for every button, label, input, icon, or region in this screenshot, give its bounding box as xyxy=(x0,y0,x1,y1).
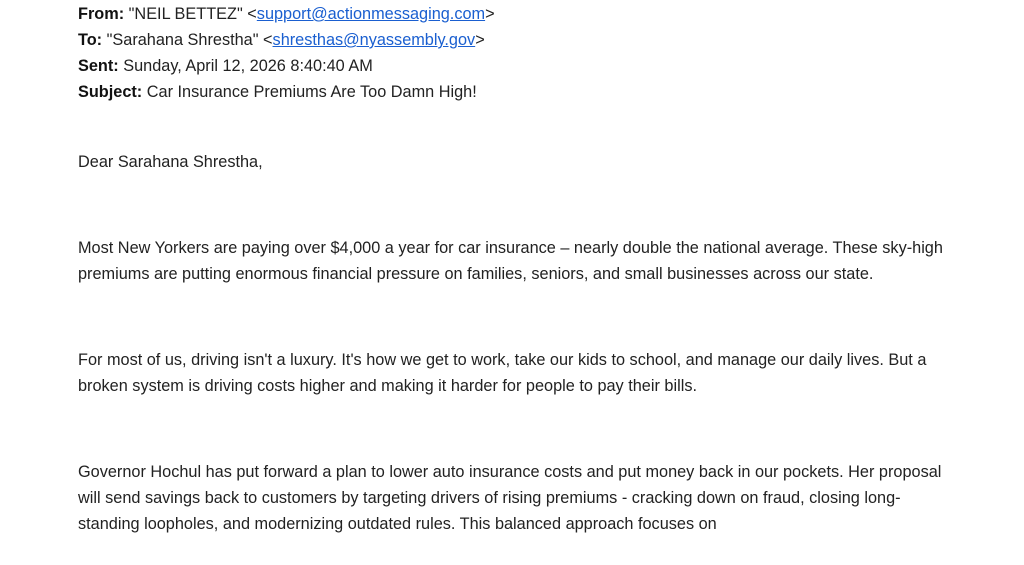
to-name: "Sarahana Shrestha" xyxy=(106,31,259,49)
from-name: "NEIL BETTEZ" xyxy=(128,5,243,23)
greeting: Dear Sarahana Shrestha, xyxy=(78,153,263,171)
from-line: From: "NEIL BETTEZ" <support@actionmessaging.com> xyxy=(78,5,495,23)
subject-label: Subject: xyxy=(78,83,143,101)
to-email-link[interactable]: shresthas@nyassembly.gov xyxy=(272,31,476,49)
to-label: To: xyxy=(78,31,103,49)
body-paragraph-2: For most of us, driving isn't a luxury. It's how we get to work, take our kids to school, and manage our daily lives. But a broken system is driving costs higher and making it harder for people to pay their bills. xyxy=(78,351,927,395)
from-email-link[interactable]: support@actionmessaging.com xyxy=(256,5,486,23)
to-line: To: "Sarahana Shrestha" <shresthas@nyassembly.gov> xyxy=(78,31,485,49)
email-body xyxy=(78,149,958,537)
body-paragraph-3: Governor Hochul has put forward a plan to lower auto insurance costs and put money back in our pockets. Her proposal will send savings back to customers by targeting drivers of rising premiums - cracking down on fraud, closing long-standing loopholes, and modernizing outdated rules. This balanced approach focuses on xyxy=(78,463,942,533)
subject-line xyxy=(78,79,958,105)
body-paragraph-1: Most New Yorkers are paying over $4,000 a year for car insurance – nearly double the national average. These sky-high premiums are putting enormous financial pressure on families, seniors, and small businesses across our state. xyxy=(78,239,943,283)
sent-label: Sent: xyxy=(78,57,119,75)
subject-value: Car Insurance Premiums Are Too Damn High! xyxy=(146,83,477,101)
sent-value: Sunday, April 12, 2026 8:40:40 AM xyxy=(123,57,373,75)
email-message xyxy=(78,1,958,537)
sent-line xyxy=(78,53,958,79)
from-label: From: xyxy=(78,5,125,23)
email-header xyxy=(78,1,958,105)
